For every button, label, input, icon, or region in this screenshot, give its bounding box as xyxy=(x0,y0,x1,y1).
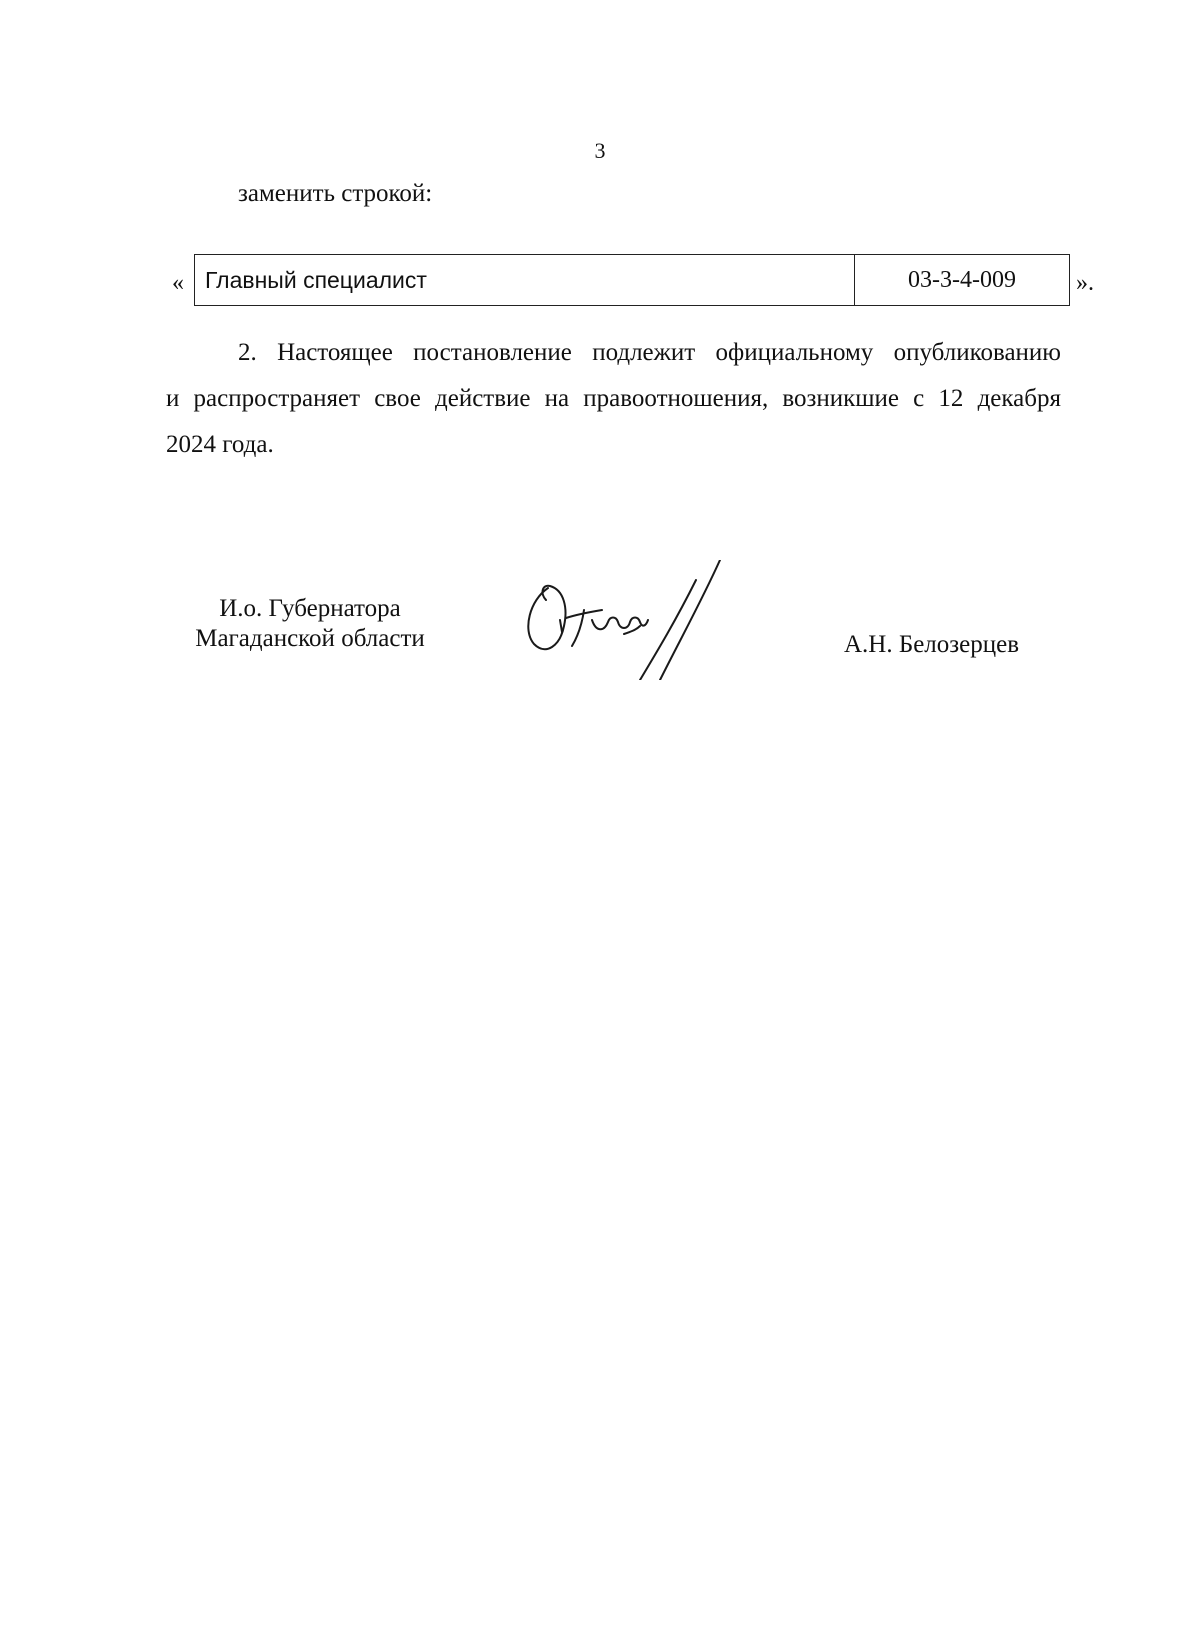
page-number: 3 xyxy=(594,138,606,163)
signer-title-line-2: Магаданской области xyxy=(195,625,425,652)
handwritten-signature xyxy=(520,560,750,680)
intro-text: заменить строкой: xyxy=(238,180,433,207)
paragraph-line-1: 2. Настоящее постановление подлежит официальному опубликованию xyxy=(238,339,1061,366)
signature-slash-2 xyxy=(660,560,720,680)
paragraph-line-3: 2024 года. xyxy=(166,431,274,458)
replacement-row-table xyxy=(194,254,1070,306)
opening-quote: « xyxy=(172,270,184,296)
signature-letters xyxy=(560,610,648,646)
code-cell: 03-3-4-009 xyxy=(908,266,1016,293)
signer-name: А.Н. Белозерцев xyxy=(844,631,1020,658)
position-cell: Главный специалист xyxy=(195,255,855,305)
signer-title-line-1: И.о. Губернатора xyxy=(219,595,401,622)
signature-loop xyxy=(528,586,565,649)
closing-quote: ». xyxy=(1076,270,1094,296)
paragraph-line-2: и распространяет свое действие на правоотношения, возникшие с 12 декабря xyxy=(166,385,1061,412)
signer-title xyxy=(160,594,460,654)
paragraph-2 xyxy=(166,330,1061,468)
